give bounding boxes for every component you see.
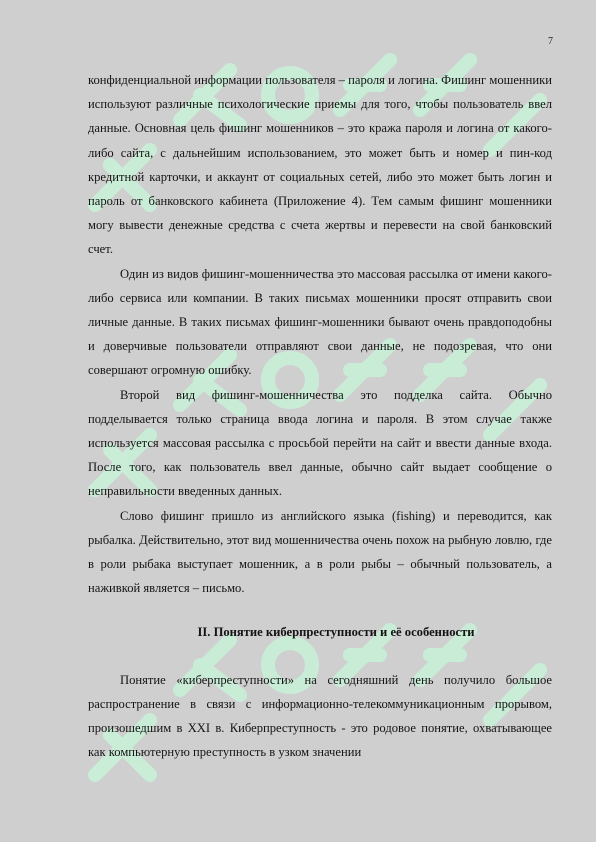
document-body	[88, 68, 552, 764]
section-heading: II. Понятие киберпреступности и её особенности	[197, 625, 475, 640]
page-number: 7	[548, 36, 553, 47]
paragraph-etymology: Слово фишинг пришло из английского языка (fishing) и переводится, как рыбалка. Действительно, этот вид мошенничества очень похож на рыбную ловлю, где в роли рыбака выступает мошенник, а в роли рыбы – обычный пользователь, а наживкой является – письмо.	[88, 508, 552, 596]
paragraph-mass-mailing: Один из видов фишинг-мошенничества это массовая рассылка от имени какого-либо сервиса или компании. В таких письмах мошенники просят отправить свои личные данные. В таких письмах фишинг-мошенники бывают очень правдоподобны и доверчивые пользователи отправляют свои данные, не подозревая, что они совершают огромную ошибку.	[88, 266, 552, 378]
paragraph-fake-site: Второй вид фишинг-мошенничества это подделка сайта. Обычно подделывается только страница ввода логина и пароля. В этом случае также используется массовая рассылка с просьбой перейти на сайт и ввести данные входа. После того, как пользователь ввел данные, обычно сайт выдает сообщение о неправильности введенных данных.	[88, 387, 552, 499]
paragraph-cybercrime-concept: Понятие «киберпреступности» на сегодняшний день получило большое распространение в связи с информационно-телекоммуникационным прорывом, произошедшим в XXI в. Киберпреступность - это родовое понятие, охватывающее как компьютерную преступность в узком значении	[88, 672, 552, 760]
paragraph-continuation: конфиденциальной информации пользователя – пароля и логина. Фишинг мошенники используют различные психологические приемы для того, чтобы пользователь ввел данные. Основная цель фишинг мошенников – это кража пароля и логина от какого-либо сайта, с дальнейшим использованием, это может быть и номер и пин-код кредитной карточки, и аккаунт от социальных сетей, либо это может быть логин и пароль от банковского кабинета (Приложение 4). Тем самым фишинг мошенники могу вывести денежные средства с счета жертвы и перевести на свой банковский счет.	[88, 73, 552, 257]
